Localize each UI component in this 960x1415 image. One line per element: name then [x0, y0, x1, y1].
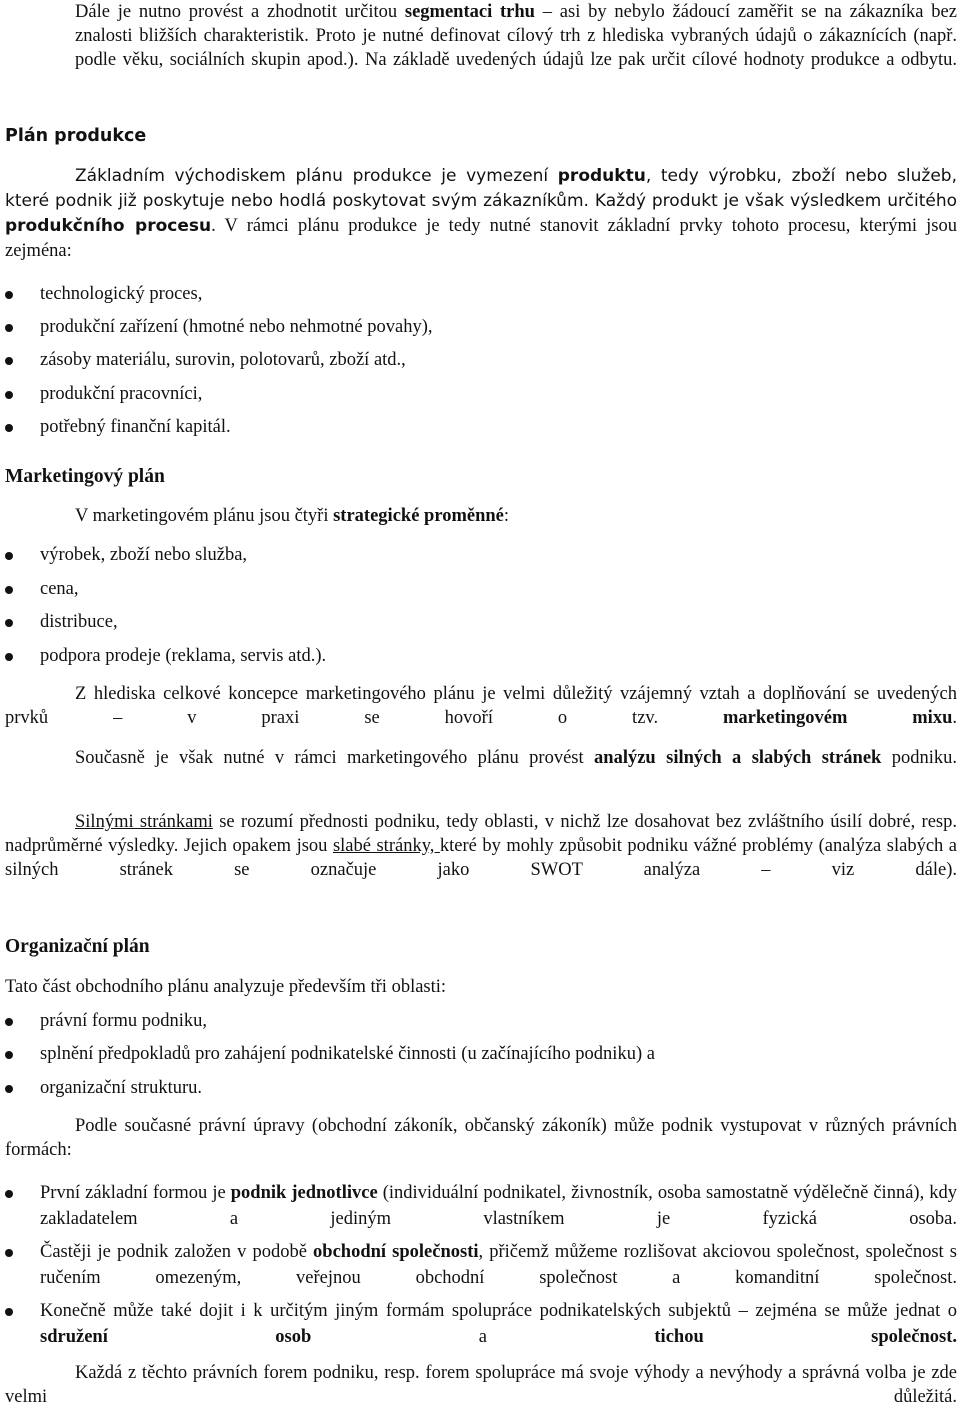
- b3-bold-2: tichou společnost.: [654, 1327, 957, 1347]
- marketing-lead: [5, 504, 957, 528]
- mm-bold: marketingovém mixu: [723, 708, 953, 728]
- b1-text: První základní formou je: [40, 1183, 231, 1203]
- marketing-mix-paragraph: [5, 682, 957, 730]
- swot-bold: analýzu silných a slabých stránek: [594, 748, 882, 768]
- list-item-text: právní formu podniku,: [40, 1011, 207, 1031]
- bullet-icon: [5, 1018, 13, 1026]
- marketing-lead-text: V marketingovém plánu jsou čtyři: [75, 506, 334, 526]
- b3-bold: sdružení osob: [40, 1327, 312, 1347]
- pravni-formy-text: Podle současné právní úpravy (obchodní zákoník, občanský zákoník) může podnik vystupovat v různých právních formách:: [5, 1116, 957, 1160]
- strengths-paragraph: [5, 810, 957, 882]
- swot-text-2: podniku.: [881, 748, 958, 768]
- closing-text: Každá z těchto právních forem podniku, resp. forem spolupráce má svoje výhody a nevýhody a správná volba je zde velmi důležitá.: [5, 1363, 957, 1407]
- mm-text: Z hlediska celkové koncepce marketingového plánu je velmi důležitý vzájemný vztah a doplňování se uvedených prvků – v praxi se hovoří o tzv.: [5, 684, 957, 728]
- marketing-lead-bold: strategické proměnné: [333, 506, 504, 526]
- list-item-text: produkční zařízení (hmotné nebo nehmotné povahy),: [40, 317, 433, 337]
- heading-plan-produkce: Plán produkce: [5, 126, 147, 146]
- intro-paragraph: [5, 0, 957, 72]
- pp-text-2: , tedy výrobku, zboží nebo služeb, které podnik již poskytuje nebo hodlá poskytovat svým zákazníkům. Každý produkt je však výsledkem určitého: [5, 166, 957, 211]
- b1-text-2: (individuální podnikatel, živnostník, osoba samostatně výdělečně činná), kdy zakladatelem a jediným vlastníkem je fyzická osoba.: [40, 1183, 957, 1229]
- swot-text: Současně je však nutné v rámci marketingového plánu provést: [75, 748, 595, 768]
- list-item-text: potřebný finanční kapitál.: [40, 417, 231, 437]
- b3-text-2: a: [311, 1327, 655, 1347]
- bullet-icon: [5, 391, 13, 399]
- list-item-text: cena,: [40, 579, 79, 599]
- bullet-icon: [5, 357, 13, 365]
- bullet-icon: [5, 291, 13, 299]
- list-item-text: zásoby materiálu, surovin, polotovarů, zboží atd.,: [40, 350, 406, 370]
- intro-text-2: – asi by nebylo žádoucí zaměřit se na zákazníka bez znalosti bližších charakteristik. Proto je nutné definovat cílový trh z hlediska vybraných údajů o zákaznících (např. podle věku, sociálních skupin apod.). Na základě uvedených údajů lze pak určit cílové hodnoty produkce a odbytu.: [75, 2, 957, 70]
- list-item-text: [40, 1298, 957, 1350]
- bullet-icon: [5, 424, 13, 432]
- bullet-icon: [5, 586, 13, 594]
- bullet-icon: [5, 1051, 13, 1059]
- bullet-icon: [5, 1190, 13, 1198]
- list-item: [5, 382, 957, 408]
- list-item: [5, 543, 957, 569]
- pp-bold-2: produkčního procesu: [5, 216, 212, 236]
- closing-paragraph: [5, 1361, 957, 1409]
- heading-organizacni-plan: Organizační plán: [5, 936, 150, 957]
- list-item-text: [40, 1180, 957, 1232]
- list-item-text: produkční pracovníci,: [40, 384, 203, 404]
- pp-bold-1: produktu: [557, 166, 646, 186]
- b2-text: Častěji je podnik založen v podobě: [40, 1242, 314, 1262]
- mm-period: .: [952, 708, 957, 728]
- bullet-icon: [5, 1085, 13, 1093]
- list-item-text: technologický proces,: [40, 284, 203, 304]
- b2-text-2: , přičemž můžeme rozlišovat akciovou společnost, společnost s ručením omezeným, veřejnou obchodní společnost a komanditní společnost.: [40, 1242, 957, 1288]
- b3-text: Konečně může také dojit i k určitým jiným formám spolupráce podnikatelských subjektů – zejména se může jednat o: [40, 1301, 957, 1321]
- list-item: [5, 1009, 957, 1035]
- intro-text: Dále je nutno provést a zhodnotit určitou: [75, 2, 405, 22]
- bullet-icon: [5, 324, 13, 332]
- pravni-formy-paragraph: [5, 1114, 957, 1162]
- strengths-underlined: Silnými stránkami: [75, 812, 213, 832]
- list-item: [5, 644, 957, 670]
- bullet-icon: [5, 1249, 13, 1257]
- list-item: [5, 1076, 957, 1102]
- pp-text-1: Základním východiskem plánu produkce je vymezení: [75, 166, 558, 186]
- bullet-icon: [5, 1308, 13, 1316]
- list-item: [5, 1042, 957, 1068]
- plan-produkce-paragraph: [5, 164, 957, 264]
- b1-bold: podnik jednotlivce: [230, 1183, 378, 1203]
- list-item-text: výrobek, zboží nebo služba,: [40, 545, 248, 565]
- list-item-text: splnění předpokladů pro zahájení podnikatelské činnosti (u začínajícího podniku) a: [40, 1044, 655, 1064]
- b2-bold: obchodní společnosti: [313, 1242, 479, 1262]
- heading-marketingovy-plan: Marketingový plán: [5, 466, 165, 487]
- list-item-text: organizační strukturu.: [40, 1078, 203, 1098]
- swot-intro-paragraph: [5, 746, 957, 770]
- intro-bold: segmentaci trhu: [404, 2, 535, 22]
- weaknesses-text: které by mohly způsobit podniku vážné problémy (analýza slabých a silných stránek se označuje jako SWOT analýza – viz dále).: [5, 836, 957, 880]
- list-item: [5, 348, 957, 374]
- marketing-lead-colon: :: [503, 506, 509, 526]
- pp-text-3: . V rámci plánu produkce je tedy nutné stanovit základní prvky tohoto procesu, kterými jsou zejména:: [5, 216, 958, 261]
- organizace-lead: Tato část obchodního plánu analyzuje především tři oblasti:: [5, 977, 447, 997]
- weaknesses-underlined: slabé stránky,: [332, 836, 440, 856]
- list-item-text: podpora prodeje (reklama, servis atd.).: [40, 646, 327, 666]
- list-item-text: [40, 1239, 957, 1291]
- bullet-icon: [5, 619, 13, 627]
- bullet-icon: [5, 552, 13, 560]
- list-item: [5, 415, 957, 441]
- list-item: [5, 315, 957, 341]
- bullet-icon: [5, 653, 13, 661]
- list-item-text: distribuce,: [40, 612, 118, 632]
- list-item: [5, 282, 957, 308]
- list-item: [5, 610, 957, 636]
- strengths-text: se rozumí přednosti podniku, tedy oblasti, v nichž lze dosahovat bez zvláštního úsilí dobré, resp. nadprůměrné výsledky. Jejich opakem jsou: [5, 812, 957, 856]
- list-item: [5, 577, 957, 603]
